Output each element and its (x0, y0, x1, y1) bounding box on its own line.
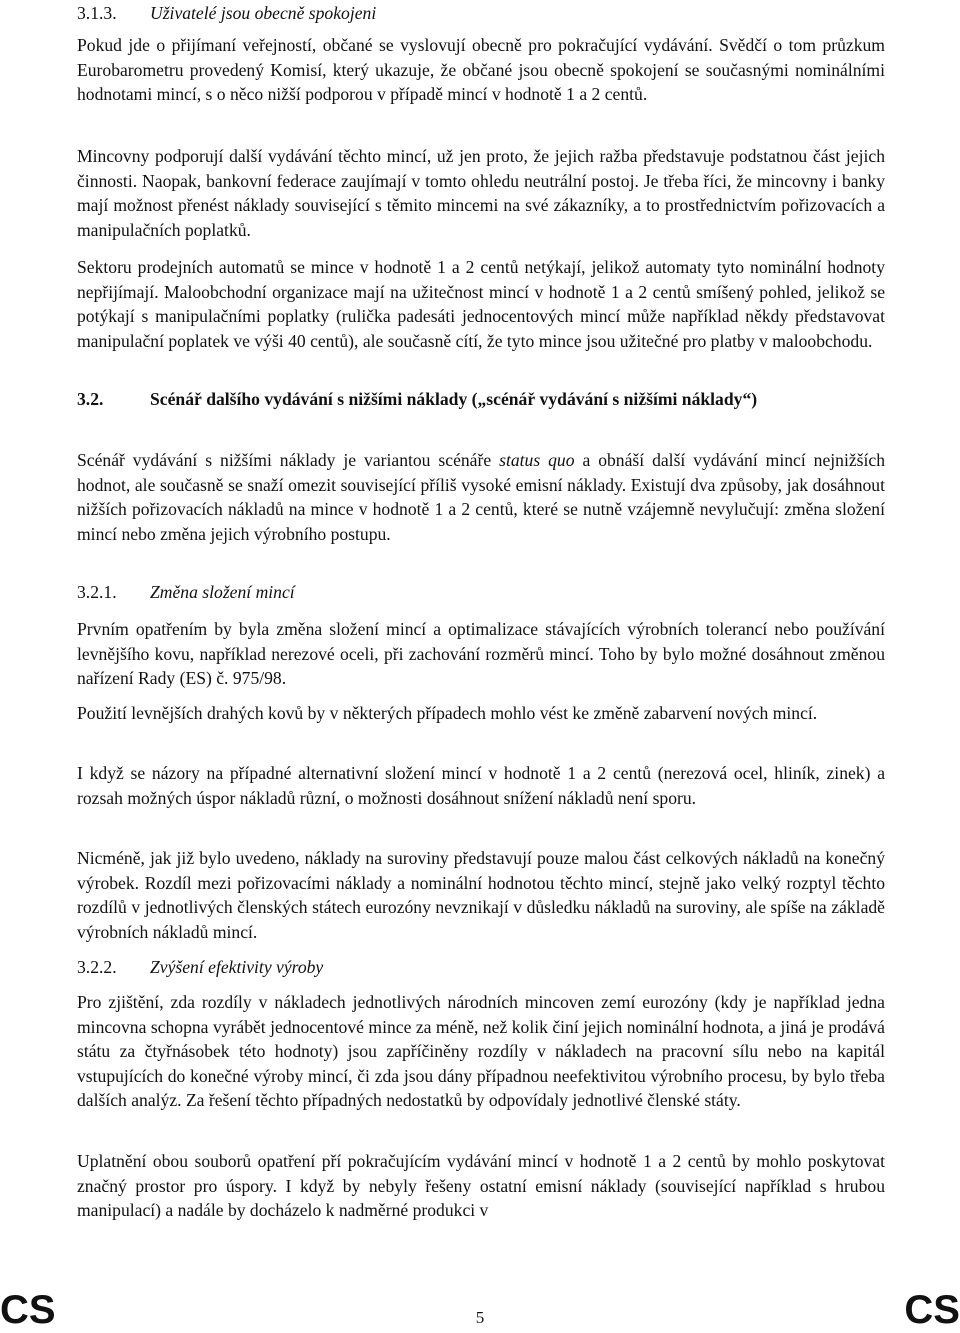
section-321-title: Změna složení mincí (150, 582, 295, 602)
footer-language-mark-right: CS (904, 1288, 960, 1332)
section-321-body (77, 617, 885, 691)
section-321-body (77, 701, 885, 726)
section-321-number: 3.2.1. (77, 582, 117, 602)
section-322-body (77, 990, 885, 1113)
paragraph: Pokud jde o přijímaní veřejností, občané se vyslovují obecně pro pokračující vydávání. Svědčí o tom průzkum Eurobarometru provedený Komisí, který ukazuje, že občané jsou obecně spokojení se současnými nominálními hodnotami mincí, s o něco nižší podporou v případě mincí v hodnotě 1 a 2 centů. (77, 35, 885, 105)
section-32-number: 3.2. (77, 389, 104, 409)
paragraph: Pro zjištění, zda rozdíly v nákladech jednotlivých národních mincoven zemí eurozóny (kdy je například jedna mincovna schopna vyrábět jednocentové mince za méně, než kolik činí jejich nominální hodnota, a jiná je prodává státu za čtyřnásobek této hodnoty) jsou zapříčiněny rozdíly v nákladech na pracovní sílu nebo na kapitál vstupujících do konečné výroby mincí, či zda jsou dány případnou neefektivitou výrobního procesu, by bylo třeba dalších analýz. Za řešení těchto případných nedostatků by odpovídaly jednotlivé členské státy. (77, 992, 885, 1111)
section-32-title: Scénář dalšího vydávání s nižšími náklady („scénář vydávání s nižšími náklady“) (150, 389, 758, 409)
status-quo-term: status quo (499, 450, 575, 470)
paragraph: Použití levnějších drahých kovů by v některých případech mohlo vést ke změně zabarvení nových mincí. (77, 703, 818, 723)
page-number: 5 (475, 1308, 485, 1327)
paragraph: Mincovny podporují další vydávání těchto mincí, už jen proto, že jejich ražba představuje podstatnou část jejich činnosti. Naopak, bankovní federace zaujímají v tomto ohledu neutrální postoj. Je třeba říci, že mincovny i banky mají možnost přenést náklady související s těmito mincemi na své zákazníky, a to prostřednictvím pořizovacích a manipulačních poplatků. (77, 146, 885, 240)
section-322-number: 3.2.2. (77, 957, 117, 977)
section-313-body (77, 144, 885, 242)
footer-language-mark-left: CS (0, 1288, 56, 1332)
section-32-heading (77, 387, 885, 412)
section-321-heading (77, 580, 295, 604)
paragraph: Nicméně, jak již bylo uvedeno, náklady na suroviny představují pouze malou část celkových nákladů na konečný výrobek. Rozdíl mezi pořizovacími náklady a nominální hodnotou těchto mincí, stejně jako velký rozptyl těchto rozdílů v jednotlivých členských státech eurozóny nevznikají v důsledku nákladů na suroviny, ale spíše na základě výrobních nákladů mincí. (77, 848, 885, 942)
paragraph: I když se názory na případné alternativní složení mincí v hodnotě 1 a 2 centů (nerezová ocel, hliník, zinek) a rozsah možných úspor nákladů různí, o možnosti dosáhnout snížení nákladů není sporu. (77, 763, 885, 808)
section-313-number: 3.1.3. (77, 3, 117, 23)
section-321-body (77, 846, 885, 944)
section-321-body (77, 761, 885, 810)
paragraph-text: a obnáší další vydávání mincí nejnižších hodnot, ale současně se snaží omezit související příliš vysoké emisní náklady. Existují dva způsoby, jak dosáhnout nižších pořizovacích nákladů na mince v hodnotě 1 a 2 centů, které se nutně vzájemně nevylučují: změna složení mincí nebo změna jejich výrobního postupu. (77, 450, 886, 544)
section-313-body (77, 255, 885, 353)
section-313-heading (77, 1, 376, 25)
paragraph: Sektoru prodejních automatů se mince v hodnotě 1 a 2 centů netýkají, jelikož automaty tyto nominální hodnoty nepřijímají. Maloobchodní organizace mají na užitečnost mincí v hodnotě 1 a 2 centů smíšený pohled, jelikož se potýkají s manipulačními poplatky (rulička padesáti jednocentových mincí může například někdy představovat manipulační poplatek ve výši 40 centů), ale současně cítí, že tyto mince jsou užitečné pro platby v maloobchodu. (77, 257, 885, 351)
section-322-body (77, 1149, 885, 1223)
section-322-title: Zvýšení efektivity výroby (150, 957, 324, 977)
paragraph: Prvním opatřením by byla změna složení mincí a optimalizace stávajících výrobních tolerancí nebo používání levnějšího kovu, například nerezové oceli, při zachování rozměrů mincí. Toho by bylo možné dosáhnout změnou nařízení Rady (ES) č. 975/98. (77, 619, 885, 689)
section-322-heading (77, 955, 323, 979)
section-313-body (77, 33, 885, 107)
section-32-body (77, 448, 885, 546)
paragraph-text: Scénář vydávání s nižšími náklady je variantou scénáře (77, 450, 500, 470)
paragraph (77, 448, 885, 546)
paragraph: Uplatnění obou souborů opatření pří pokračujícím vydávání mincí v hodnotě 1 a 2 centů by mohlo poskytovat značný prostor pro úspory. I když by nebyly řešeny ostatní emisní náklady (související například s hrubou manipulací) a nadále by docházelo k nadměrné produkci v (77, 1151, 885, 1221)
section-313-title: Uživatelé jsou obecně spokojeni (150, 3, 377, 23)
